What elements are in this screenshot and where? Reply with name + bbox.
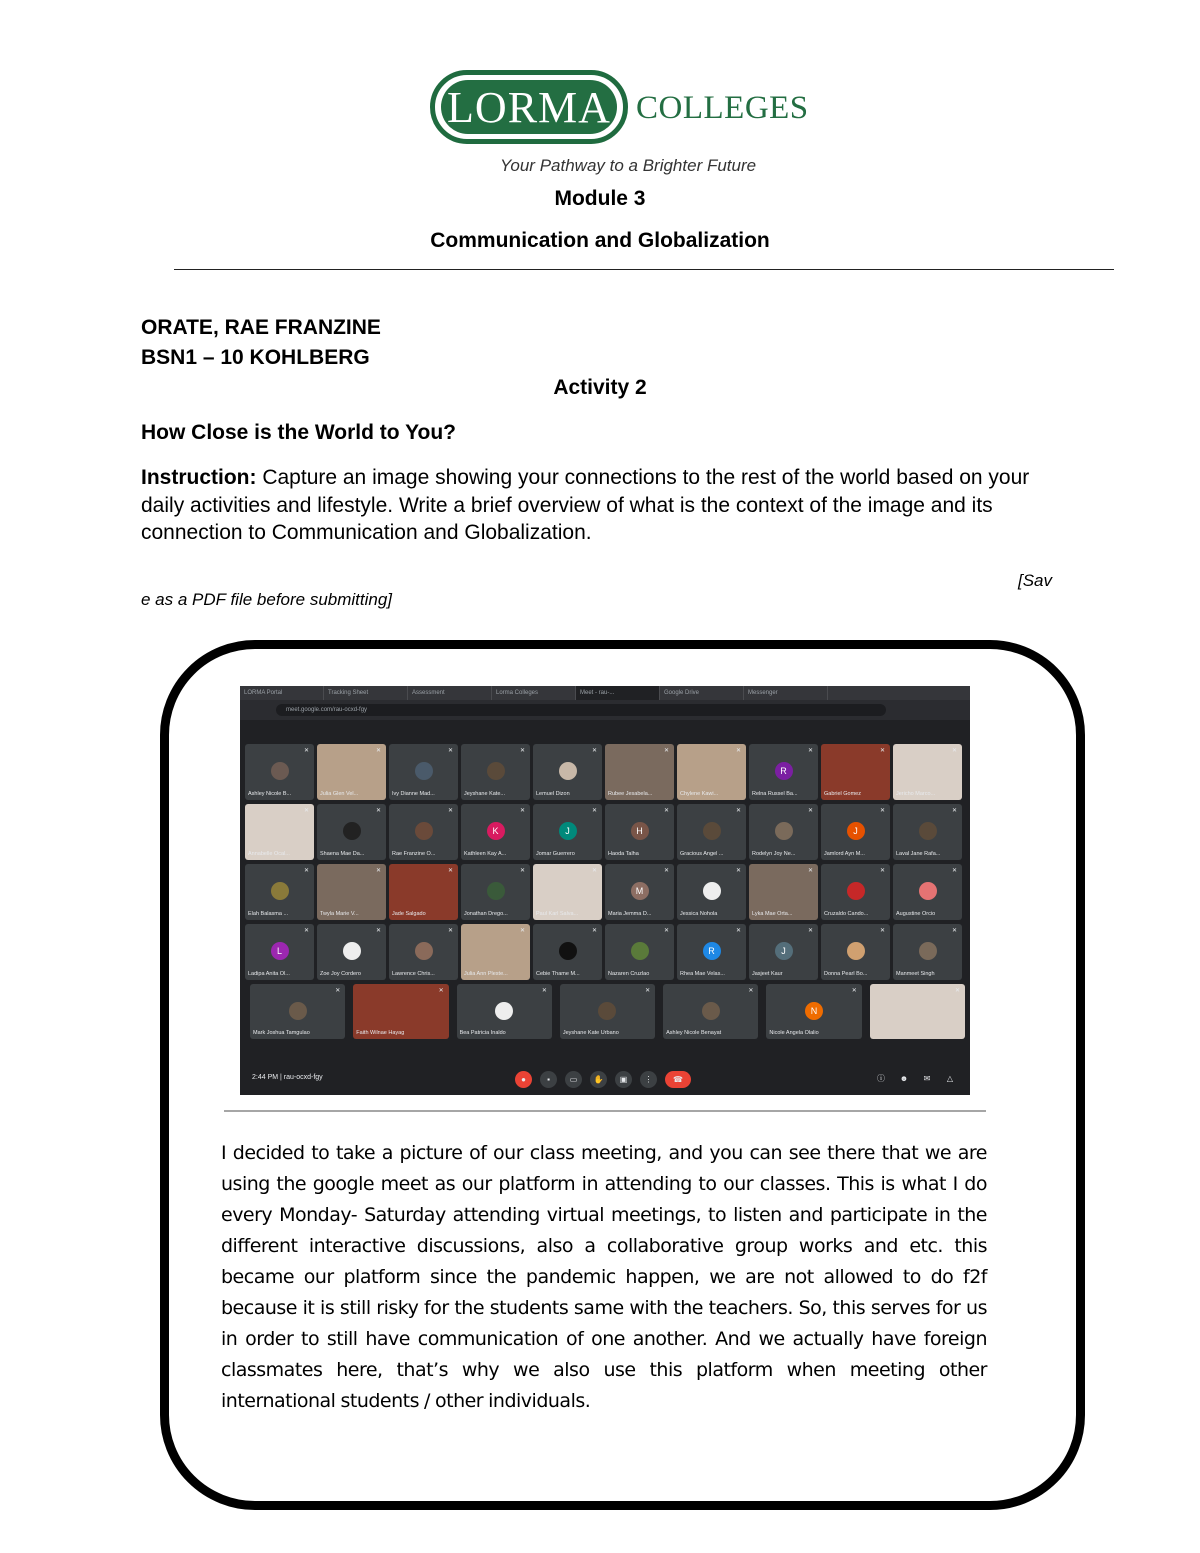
- present-icon: ▣: [615, 1071, 632, 1088]
- participant-name: Ivy Dianne Mad...: [392, 791, 435, 797]
- participant-tile: [605, 864, 674, 920]
- avatar: [271, 882, 289, 900]
- muted-mic-icon: ✕: [520, 928, 526, 934]
- browser-tab-strip: [240, 686, 970, 700]
- muted-mic-icon: ✕: [520, 748, 526, 754]
- muted-mic-icon: ✕: [448, 928, 454, 934]
- muted-mic-icon: ✕: [851, 988, 857, 994]
- participant-name: Rae Franzine O...: [392, 851, 436, 857]
- avatar: [343, 822, 361, 840]
- participant-tile: [677, 924, 746, 980]
- participant-name: Lemuel Dizon: [536, 791, 570, 797]
- logo-tagline: Your Pathway to a Brighter Future: [500, 156, 757, 175]
- muted-mic-icon: ✕: [592, 868, 598, 874]
- muted-mic-icon: ✕: [664, 808, 670, 814]
- save-note-part1: [Sav: [1018, 571, 1053, 590]
- avatar: [847, 882, 865, 900]
- participant-name: Jessica Nohola: [680, 911, 718, 917]
- participant-name: Faith Wilnae Hayag: [356, 1030, 405, 1036]
- participant-tile: [317, 864, 386, 920]
- muted-mic-icon: ✕: [808, 808, 814, 814]
- avatar: [703, 882, 721, 900]
- participant-tile: [353, 984, 448, 1039]
- participant-tile: [766, 984, 861, 1039]
- muted-mic-icon: ✕: [304, 868, 310, 874]
- muted-mic-icon: ✕: [748, 988, 754, 994]
- participant-name: Elah Balasma ...: [248, 911, 289, 917]
- participant-tile: [663, 984, 758, 1039]
- muted-mic-icon: ✕: [880, 748, 886, 754]
- avatar: [702, 1002, 720, 1020]
- muted-mic-icon: ✕: [808, 868, 814, 874]
- participant-name: Jeyshane Kate Urbano: [562, 1030, 619, 1036]
- participant-name: Jamlord Ayn M...: [824, 851, 865, 857]
- module-title: Module 3: [554, 187, 646, 210]
- participant-tile: [821, 804, 890, 860]
- participant-name: Bea Patricia Inaldo: [459, 1030, 506, 1036]
- muted-mic-icon: ✕: [448, 868, 454, 874]
- muted-mic-icon: ✕: [376, 868, 382, 874]
- participant-tile: [533, 924, 602, 980]
- participant-name: Nicole Angela Olalio: [769, 1030, 819, 1036]
- muted-mic-icon: ✕: [376, 748, 382, 754]
- participant-row: [245, 924, 965, 980]
- participant-name: Rhea Mae Velas...: [680, 971, 725, 977]
- participant-tile: [389, 804, 458, 860]
- more-options-icon: ⋮: [640, 1071, 657, 1088]
- participant-name: Chylene Kawi...: [680, 791, 719, 797]
- avatar: [415, 822, 433, 840]
- muted-mic-icon: ✕: [645, 988, 651, 994]
- participant-name: Ladipa Anita Ol...: [248, 971, 290, 977]
- browser-tab: LORMA Portal: [240, 686, 324, 700]
- camera-icon: ▪: [540, 1071, 557, 1088]
- muted-mic-icon: ✕: [541, 988, 547, 994]
- participant-tile: [245, 864, 314, 920]
- participant-tile: [821, 864, 890, 920]
- browser-tab: Google Drive: [660, 686, 744, 700]
- participant-row: [245, 864, 965, 920]
- muted-mic-icon: ✕: [736, 748, 742, 754]
- muted-mic-icon: ✕: [664, 868, 670, 874]
- meet-control-bar: [240, 1065, 970, 1095]
- participant-tile: [461, 744, 530, 800]
- participant-tile: [560, 984, 655, 1039]
- url-field: meet.google.com/rau-ocxd-fgy: [276, 704, 886, 716]
- participant-tile: [749, 924, 818, 980]
- participant-tile: [389, 864, 458, 920]
- browser-tab: Tracking Sheet: [324, 686, 408, 700]
- participant-tile: [533, 864, 602, 920]
- avatar: [415, 762, 433, 780]
- participant-row: [245, 804, 965, 860]
- avatar: [919, 882, 937, 900]
- save-note-part2: e as a PDF file before submitting]: [141, 590, 393, 609]
- avatar: J: [847, 822, 865, 840]
- participant-name: Jonathan Drego...: [464, 911, 508, 917]
- muted-mic-icon: ✕: [880, 928, 886, 934]
- people-icon: ☻: [899, 1074, 909, 1083]
- participant-tile: [461, 864, 530, 920]
- avatar: [919, 942, 937, 960]
- muted-mic-icon: ✕: [592, 928, 598, 934]
- participant-name: Jade Salgado: [392, 911, 426, 917]
- participant-tile: [317, 744, 386, 800]
- participant-name: Augustine Orcio: [896, 911, 936, 917]
- browser-tab: Assessment: [408, 686, 492, 700]
- muted-mic-icon: ✕: [736, 808, 742, 814]
- participant-tile: [457, 984, 552, 1039]
- raise-hand-icon: ✋: [590, 1071, 607, 1088]
- browser-tab: Meet - rau-...: [576, 686, 660, 700]
- avatar: [631, 942, 649, 960]
- avatar: R: [703, 942, 721, 960]
- participant-name: Rubee Jesabela...: [608, 791, 653, 797]
- participant-tile: [533, 744, 602, 800]
- muted-mic-icon: ✕: [736, 868, 742, 874]
- instruction-label: Instruction:: [141, 466, 257, 489]
- participant-name: Ashley Nicole B...: [248, 791, 292, 797]
- participant-name: Cebie Thame M...: [536, 971, 580, 977]
- participant-tile: [461, 924, 530, 980]
- participant-tile: [245, 744, 314, 800]
- logo-wordmark: LORMA: [441, 80, 617, 134]
- participant-tile: [317, 924, 386, 980]
- participant-tile: [461, 804, 530, 860]
- avatar: M: [631, 882, 649, 900]
- avatar: [487, 882, 505, 900]
- participant-tile: [677, 744, 746, 800]
- avatar: [598, 1002, 616, 1020]
- avatar: L: [271, 942, 289, 960]
- participant-name: Haoda Talha: [608, 851, 639, 857]
- avatar: R: [775, 762, 793, 780]
- participant-tile: [893, 804, 962, 860]
- browser-tab: Lorma Colleges: [492, 686, 576, 700]
- participant-tile: [821, 744, 890, 800]
- avatar: N: [805, 1002, 823, 1020]
- participant-tile: [250, 984, 345, 1039]
- browser-tab: Messenger: [744, 686, 828, 700]
- instruction-paragraph: [141, 464, 1066, 547]
- participant-name: Annabelle Ocal...: [248, 851, 290, 857]
- muted-mic-icon: ✕: [808, 928, 814, 934]
- participant-name: Manmeet Singh: [896, 971, 935, 977]
- participant-name: Lawrence Chris...: [392, 971, 435, 977]
- muted-mic-icon: ✕: [880, 868, 886, 874]
- participant-name: Paul Karl Salva...: [536, 911, 579, 917]
- activity-title: Activity 2: [553, 376, 647, 399]
- participant-name: Rodelyn Joy Ne...: [752, 851, 796, 857]
- participant-name: Gracious Angel ...: [680, 851, 724, 857]
- participant-tile: [245, 804, 314, 860]
- info-icon: ⓘ: [877, 1074, 885, 1083]
- participant-name: Lyka Mae Orta...: [752, 911, 793, 917]
- logo-oval: [430, 70, 628, 144]
- muted-mic-icon: ✕: [592, 808, 598, 814]
- avatar: [847, 942, 865, 960]
- participant-tile: [605, 804, 674, 860]
- avatar: [289, 1002, 307, 1020]
- participant-name: Donna Pearl Bo...: [824, 971, 868, 977]
- muted-mic-icon: ✕: [304, 748, 310, 754]
- mic-off-icon: ●: [515, 1071, 532, 1088]
- student-name: ORATE, RAE FRANZINE: [141, 316, 381, 339]
- participant-tile: [870, 984, 965, 1039]
- participant-tile: [533, 804, 602, 860]
- activity-question: How Close is the World to You?: [141, 421, 457, 444]
- muted-mic-icon: ✕: [952, 808, 958, 814]
- course-title: Communication and Globalization: [430, 229, 770, 252]
- avatar: [487, 762, 505, 780]
- muted-mic-icon: ✕: [880, 808, 886, 814]
- avatar: [559, 762, 577, 780]
- avatar: [775, 822, 793, 840]
- section-divider: [224, 1110, 986, 1112]
- participant-tile: [749, 744, 818, 800]
- muted-mic-icon: ✕: [592, 748, 598, 754]
- muted-mic-icon: ✕: [335, 988, 341, 994]
- muted-mic-icon: ✕: [520, 808, 526, 814]
- participant-row: [245, 744, 965, 800]
- participant-name: Nazaren Cruzlao: [608, 971, 650, 977]
- muted-mic-icon: ✕: [304, 808, 310, 814]
- participant-name: Gabriel Gomez: [824, 791, 861, 797]
- avatar: J: [559, 822, 577, 840]
- participant-tile: [893, 744, 962, 800]
- participant-tile: [893, 924, 962, 980]
- participant-tile: [605, 924, 674, 980]
- participant-name: Julia Ann Pleste...: [464, 971, 508, 977]
- logo-colleges-text: COLLEGES: [636, 90, 809, 126]
- student-section: BSN1 – 10 KOHLBERG: [141, 346, 370, 369]
- participant-tile: [749, 804, 818, 860]
- participant-name: Ashley Nicole Benayat: [666, 1030, 722, 1036]
- avatar: J: [775, 942, 793, 960]
- participant-tile: [749, 864, 818, 920]
- muted-mic-icon: ✕: [808, 748, 814, 754]
- chat-icon: ✉: [923, 1074, 931, 1083]
- muted-mic-icon: ✕: [520, 868, 526, 874]
- participant-name: Maria Jemma D...: [608, 911, 652, 917]
- muted-mic-icon: ✕: [736, 928, 742, 934]
- participant-grid: [245, 744, 965, 1043]
- participant-name: Mark Joshua Tamgulao: [253, 1030, 310, 1036]
- muted-mic-icon: ✕: [952, 928, 958, 934]
- avatar: H: [631, 822, 649, 840]
- participant-name: Zoe Joy Cordero: [320, 971, 361, 977]
- muted-mic-icon: ✕: [952, 748, 958, 754]
- avatar: K: [487, 822, 505, 840]
- participant-name: Shaena Mae Da...: [320, 851, 365, 857]
- participant-tile: [317, 804, 386, 860]
- participant-name: Twyla Marie V...: [320, 911, 359, 917]
- muted-mic-icon: ✕: [304, 928, 310, 934]
- muted-mic-icon: ✕: [448, 748, 454, 754]
- participant-tile: [605, 744, 674, 800]
- participant-tile: [893, 864, 962, 920]
- avatar: [271, 762, 289, 780]
- avatar: [343, 942, 361, 960]
- muted-mic-icon: ✕: [664, 748, 670, 754]
- meet-screenshot: [240, 686, 970, 1095]
- participant-tile: [389, 744, 458, 800]
- participant-tile: [245, 924, 314, 980]
- participant-name: Julia Glen Vel...: [320, 791, 359, 797]
- muted-mic-icon: ✕: [448, 808, 454, 814]
- caption-paragraph: I decided to take a picture of our class meeting, and you can see there that we are using the google meet as our platform in attending to our classes. This is what I do every Monday- Saturday attending virtual meetings, to listen and participate in the different interactive discussions, also a collaborative group works and etc. this became our platform since the pandemic happen, we are not allowed to do f2f because it is still risky for the students same with the teachers. So, this serves for us in order to still have communication of one another. And we actually have foreign classmates here, that’s why we also use this platform when meeting other international students / other individuals.: [221, 1142, 987, 1412]
- meeting-time-code: 2:44 PM | rau-ocxd-fgy: [252, 1074, 323, 1081]
- participant-name: Relna Russel Ba...: [752, 791, 798, 797]
- activities-icon: △: [946, 1074, 954, 1083]
- participant-tile: [677, 864, 746, 920]
- participant-name: Jericho Marco...: [896, 791, 936, 797]
- participant-name: Cruzaldo Cando...: [824, 911, 869, 917]
- muted-mic-icon: ✕: [954, 988, 960, 994]
- avatar: [495, 1002, 513, 1020]
- avatar: [703, 822, 721, 840]
- college-logo: [430, 70, 830, 180]
- muted-mic-icon: ✕: [952, 868, 958, 874]
- instruction-text: Capture an image showing your connections to the rest of the world based on your daily activities and lifestyle. Write a brief overview of what is the context of the image and its connection to Communication and Globalization.: [141, 466, 1030, 544]
- participant-row: [245, 984, 965, 1039]
- header-divider: [174, 269, 1114, 270]
- muted-mic-icon: ✕: [376, 808, 382, 814]
- muted-mic-icon: ✕: [664, 928, 670, 934]
- participant-tile: [821, 924, 890, 980]
- participant-name: Jasjeet Kaur: [752, 971, 783, 977]
- participant-name: Jomar Guerrero: [536, 851, 575, 857]
- participant-name: Jeyshane Kate...: [464, 791, 505, 797]
- captions-icon: ▭: [565, 1071, 582, 1088]
- avatar: [559, 942, 577, 960]
- muted-mic-icon: ✕: [438, 988, 444, 994]
- browser-address-bar: [240, 700, 970, 720]
- muted-mic-icon: ✕: [376, 928, 382, 934]
- end-call-icon: ☎: [665, 1071, 691, 1088]
- participant-name: Kathleen Kay A...: [464, 851, 507, 857]
- avatar: [919, 822, 937, 840]
- avatar: [415, 942, 433, 960]
- participant-tile: [677, 804, 746, 860]
- participant-tile: [389, 924, 458, 980]
- participant-name: Laval Jane Rafa...: [896, 851, 941, 857]
